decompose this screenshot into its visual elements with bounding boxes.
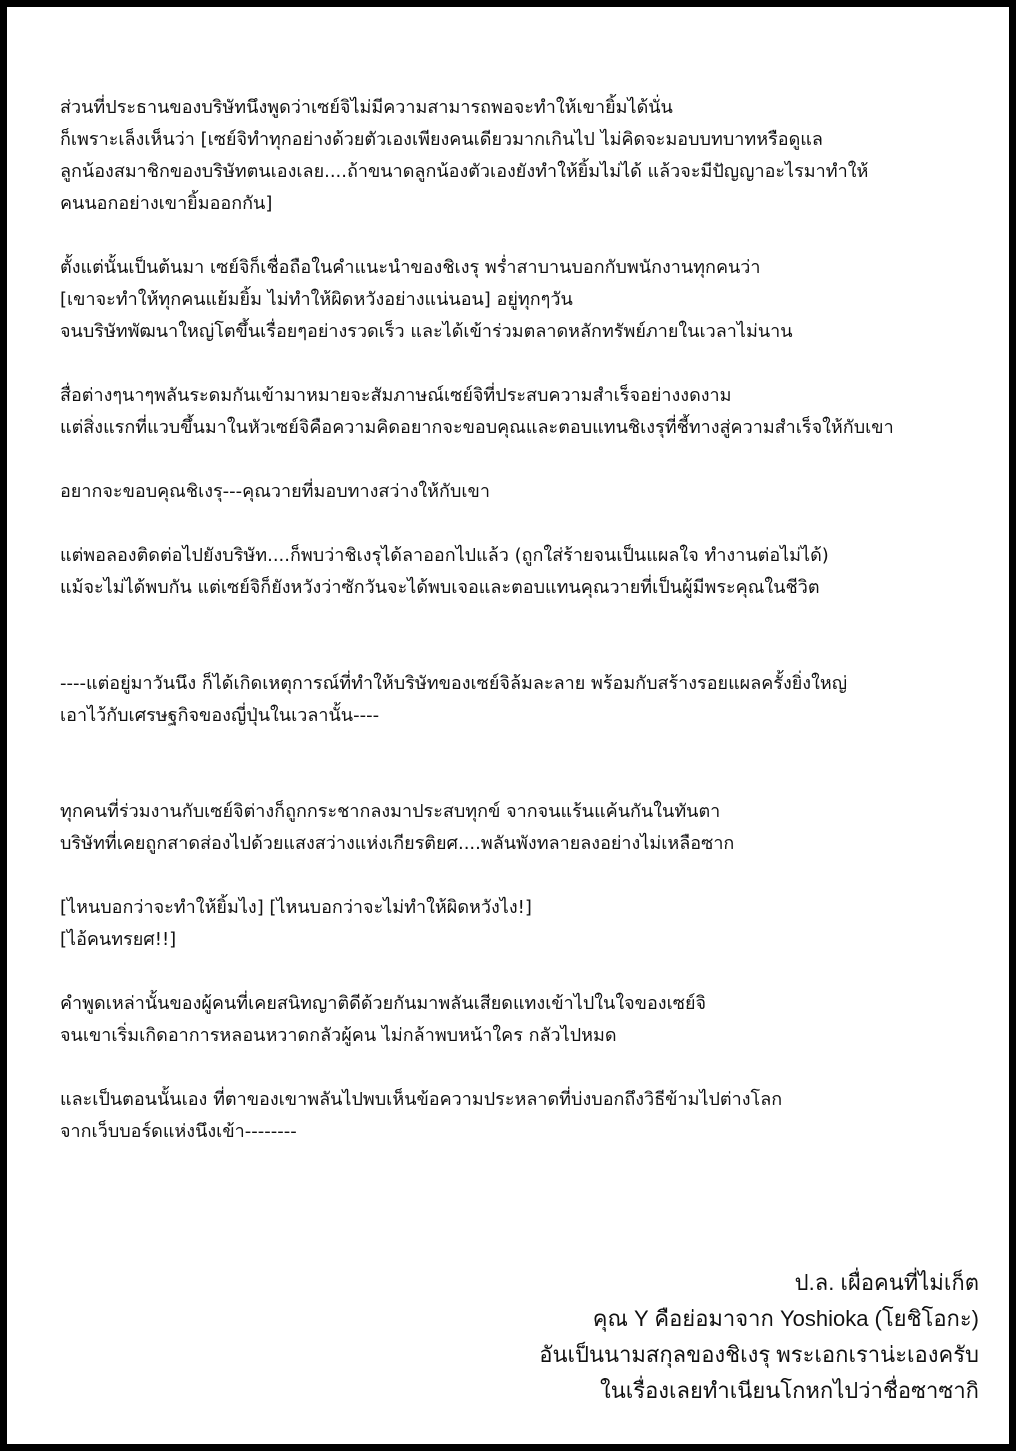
postscript-note — [279, 1265, 979, 1409]
page — [7, 7, 1009, 1444]
text-line: ----แต่อยู่มาวันนึง ก็ได้เกิดเหตุการณ์ที่ทำให้บริษัทของเซย์จิล้มละลาย พร้อมกับสร้างรอยแผลครั้งยิ่งใหญ่ — [60, 673, 848, 694]
paragraph-7 — [60, 796, 980, 860]
paragraph-gap — [60, 604, 980, 668]
paragraph-2 — [60, 252, 980, 348]
text-line: แต่สิ่งแรกที่แวบขึ้นมาในหัวเซย์จิคือความคิดอยากจะขอบคุณและตอบแทนชิเงรุที่ชี้ทางสู่ความสำเร็จให้กับเขา — [60, 417, 894, 438]
paragraph-gap — [60, 220, 980, 252]
paragraph-gap — [60, 1052, 980, 1084]
paragraph-gap — [60, 444, 980, 476]
text-line: จากเว็บบอร์ดแห่งนึงเข้า-------- — [60, 1121, 297, 1142]
paragraph-10 — [60, 1084, 980, 1148]
paragraph-gap — [60, 348, 980, 380]
paragraph-gap — [60, 508, 980, 540]
text-line: อยากจะขอบคุณชิเงรุ---คุณวายที่มอบทางสว่างให้กับเขา — [60, 481, 490, 502]
note-line: อันเป็นนามสกุลของชิเงรุ พระเอกเราน่ะเองครับ — [539, 1342, 979, 1367]
text-line: แม้จะไม่ได้พบกัน แต่เซย์จิก็ยังหวังว่าซักวันจะได้พบเจอและตอบแทนคุณวายที่เป็นผู้มีพระคุณในชีวิต — [60, 577, 820, 598]
paragraph-5 — [60, 540, 980, 604]
note-line: ป.ล. เผื่อคนที่ไม่เก็ต — [794, 1270, 979, 1295]
paragraph-6 — [60, 668, 980, 732]
text-line: [ไอ้คนทรยศ!!] — [60, 929, 177, 950]
text-line: แต่พอลองติดต่อไปยังบริษัท....ก็พบว่าชิเงรุได้ลาออกไปแล้ว (ถูกใส่ร้ายจนเป็นแผลใจ ทำงานต่อไม่ได้) — [60, 545, 829, 566]
paragraph-4 — [60, 476, 980, 508]
text-line: จนบริษัทพัฒนาใหญ่โตขึ้นเรื่อยๆอย่างรวดเร็ว และได้เข้าร่วมตลาดหลักทรัพย์ภายในเวลาไม่นาน — [60, 321, 793, 342]
text-line: คำพูดเหล่านั้นของผู้คนที่เคยสนิทญาติดีด้วยกันมาพลันเสียดแทงเข้าไปในใจของเซย์จิ — [60, 993, 707, 1014]
paragraph-9 — [60, 988, 980, 1052]
paragraph-1 — [60, 92, 980, 220]
paragraph-gap — [60, 860, 980, 892]
text-line: สื่อต่างๆนาๆพลันระดมกันเข้ามาหมายจะสัมภาษณ์เซย์จิที่ประสบความสำเร็จอย่างงดงาม — [60, 385, 732, 406]
note-line: คุณ Y คือย่อมาจาก Yoshioka (โยชิโอกะ) — [592, 1306, 979, 1331]
text-line: คนนอกอย่างเขายิ้มออกกัน] — [60, 193, 273, 214]
text-line: ลูกน้องสมาชิกของบริษัทตนเองเลย....ถ้าขนาดลูกน้องตัวเองยังทำให้ยิ้มไม่ได้ แล้วจะมีปัญญาอะไรมาทำให้ — [60, 161, 869, 182]
paragraph-gap — [60, 732, 980, 796]
story-text — [60, 92, 980, 1148]
paragraph-8 — [60, 892, 980, 956]
text-line: และเป็นตอนนั้นเอง ที่ตาของเขาพลันไปพบเห็นข้อความประหลาดที่บ่งบอกถึงวิธีข้ามไปต่างโลก — [60, 1089, 783, 1110]
text-line: ทุกคนที่ร่วมงานกับเซย์จิต่างก็ถูกกระชากลงมาประสบทุกข์ จากจนแร้นแค้นกันในทันตา — [60, 801, 721, 822]
paragraph-gap — [60, 956, 980, 988]
text-line: ก็เพราะเล็งเห็นว่า [เซย์จิทำทุกอย่างด้วยตัวเองเพียงคนเดียวมากเกินไป ไม่คิดจะมอบบทบาทหรือดูแล — [60, 129, 823, 150]
text-line: จนเขาเริ่มเกิดอาการหลอนหวาดกลัวผู้คน ไม่กล้าพบหน้าใคร กลัวไปหมด — [60, 1025, 617, 1046]
text-line: [เขาจะทำให้ทุกคนแย้มยิ้ม ไม่ทำให้ผิดหวังอย่างแน่นอน] อยู่ทุกๆวัน — [60, 289, 573, 310]
text-line: [ไหนบอกว่าจะทำให้ยิ้มไง] [ไหนบอกว่าจะไม่ทำให้ผิดหวังไง!] — [60, 897, 532, 918]
paragraph-3 — [60, 380, 980, 444]
text-line: ส่วนที่ประธานของบริษัทนึงพูดว่าเซย์จิไม่มีความสามารถพอจะทำให้เขายิ้มได้นั่น — [60, 97, 673, 118]
text-line: เอาไว้กับเศรษฐกิจของญี่ปุ่นในเวลานั้น---- — [60, 705, 380, 726]
note-line: ในเรื่องเลยทำเนียนโกหกไปว่าชื่อซาซากิ — [599, 1378, 979, 1403]
text-line: บริษัทที่เคยถูกสาดส่องไปด้วยแสงสว่างแห่งเกียรติยศ....พลันพังทลายลงอย่างไม่เหลือซาก — [60, 833, 735, 854]
text-line: ตั้งแต่นั้นเป็นต้นมา เซย์จิก็เชื่อถือในคำแนะนำของชิเงรุ พร่ำสาบานบอกกับพนักงานทุกคนว่า — [60, 257, 761, 278]
